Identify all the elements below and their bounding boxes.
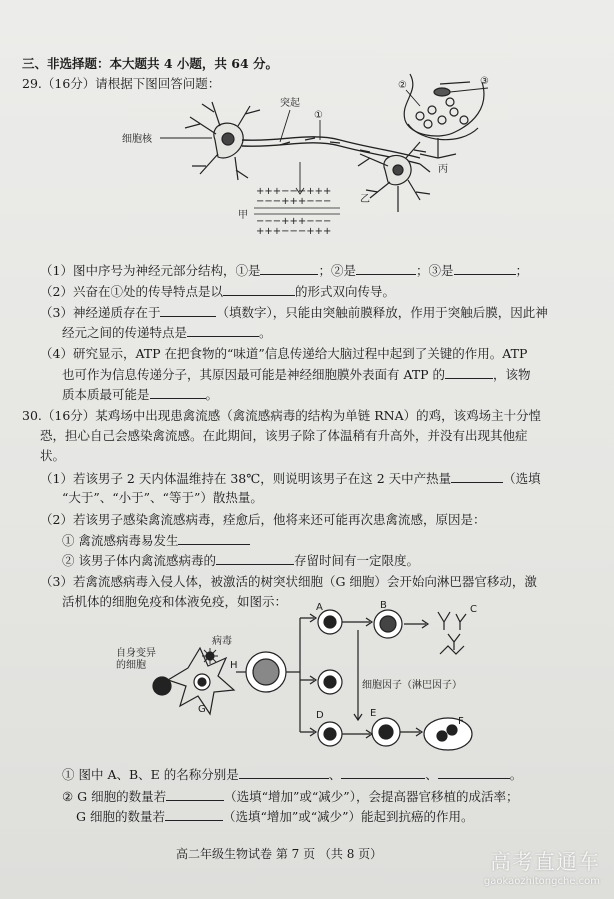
blank-29-4b[interactable] (150, 386, 206, 399)
blank-29-3b[interactable] (187, 324, 259, 337)
label-F: F (458, 716, 464, 727)
label-n1: ① (314, 110, 323, 121)
q30-3: （3）若禽流感病毒入侵人体，被激活的树突状细胞（G 细胞）会开始向淋巴器官移动，激 (40, 574, 537, 589)
q30-2b: ② 该男子体内禽流感病毒的 存留时间有一定限度。 (62, 553, 419, 568)
label-mutant: 自身变异 (116, 648, 156, 659)
immune-figure (108, 600, 508, 758)
label-n2: ② (398, 80, 407, 91)
label-D: D (316, 710, 324, 721)
blank-29-3a[interactable] (160, 304, 216, 317)
q30-3-cont: 活机体的细胞免疫和体液免疫，如图示： (62, 594, 288, 609)
q30-header-2: 恐，担心自己会感染禽流感。在此期间，该男子除了体温稍有升高外，并没有出现其他症 (40, 428, 528, 443)
blank-30-2b[interactable] (216, 552, 294, 565)
blank-30-3a[interactable] (239, 766, 329, 779)
q29-3: （3）神经递质存在于 （填数字），只能由突触前膜释放，作用于突触后膜，因此神 (40, 305, 548, 320)
label-n3: ③ (480, 76, 489, 87)
label-H: H (230, 660, 238, 671)
blank-30-3b[interactable] (341, 766, 425, 779)
blank-30-1[interactable] (451, 470, 503, 483)
q29-4-cont: 也可作为信息传递分子，其原因最可能是神经细胞膜外表面有 ATP 的 ，该物 (62, 367, 531, 382)
label-mutant-2: 的细胞 (116, 660, 146, 671)
section-title: 三、非选择题：本大题共 4 小题，共 64 分。 (22, 56, 279, 71)
q30-2a: ① 禽流感病毒易发生 (62, 532, 250, 549)
label-bump: 突起 (280, 98, 300, 109)
watermark-main: 高考直通车 (490, 850, 600, 874)
q30-1-cont: “大于”、“小于”、“等于”）散热量。 (62, 490, 263, 505)
label-bing: 丙 (438, 164, 448, 175)
watermark-sub: gaokaozhitongche.com (483, 876, 600, 887)
blank-30-3c[interactable] (438, 766, 510, 779)
page-footer: 高二年级生物试卷 第 7 页 （共 8 页） (176, 847, 383, 861)
label-virus: 病毒 (212, 636, 232, 647)
q30-header: 30.（16分）某鸡场中出现患禽流感（禽流感病毒的结构为单链 RNA）的鸡，该鸡场主十分惶 (22, 408, 542, 423)
q29-1: （1）图中序号为神经元部分结构，①是 ；②是 ；③是 ； (40, 263, 529, 278)
blank-29-2[interactable] (223, 283, 295, 296)
blank-29-1c[interactable] (454, 262, 516, 275)
blank-29-1a[interactable] (260, 262, 318, 275)
label-A: A (316, 602, 323, 613)
label-charge-3: −−−+++−−− (256, 216, 332, 227)
q29-3-cont: 经元之间的传递特点是 。 (62, 325, 272, 340)
q30-header-3: 状。 (40, 448, 66, 463)
label-G: G (198, 704, 206, 715)
q29-header: 29.（16分）请根据下图回答问题： (22, 76, 221, 91)
label-B: B (380, 600, 387, 611)
q29-4: （4）研究显示，ATP 在把食物的“味道”信息传递给大脑过程中起到了关键的作用。ATP (40, 346, 528, 361)
q30-1: （1）若该男子 2 天内体温维持在 38℃，则说明该男子在这 2 天中产热量 （选填 (40, 471, 541, 486)
label-charge-4: +++−−−+++ (256, 226, 332, 237)
q30-3-1: ① 图中 A、B、E 的名称分别是 、 、 。 (62, 767, 523, 782)
blank-30-3d[interactable] (166, 788, 224, 801)
blank-30-3e[interactable] (165, 808, 223, 821)
label-cytokine: 细胞因子（淋巴因子） (362, 680, 462, 691)
neuron-figure (120, 62, 500, 252)
label-charge-2: −−−+++−−− (256, 196, 332, 207)
synapse-detail (404, 74, 484, 158)
q29-2: （2）兴奋在①处的传导特点是以 的形式双向传导。 (40, 284, 395, 299)
label-C: C (470, 604, 477, 615)
blank-29-4a[interactable] (445, 366, 493, 379)
label-E: E (370, 708, 377, 719)
blank-30-2a[interactable] (178, 532, 250, 545)
q30-3-2: ② G 细胞的数量若 （选填“增加”或“减少”），会提高器官移植的成活率； (62, 789, 519, 804)
label-charge-1: +++−−−+++ (256, 186, 332, 197)
blank-29-1b[interactable] (356, 262, 416, 275)
watermark-logo (484, 846, 600, 887)
label-cell-nucleus: 细胞核 (122, 134, 152, 145)
q30-3-3: G 细胞的数量若 （选填“增加”或“减少”）能起到抗癌的作用。 (76, 809, 474, 824)
label-yi: 乙 (360, 194, 370, 205)
label-jia: 甲 (238, 210, 248, 221)
q30-2: （2）若该男子感染禽流感病毒，痊愈后，他将来还可能再次患禽流感，原因是： (40, 512, 486, 527)
q29-4-cont2: 质本质最可能是 。 (62, 387, 219, 402)
